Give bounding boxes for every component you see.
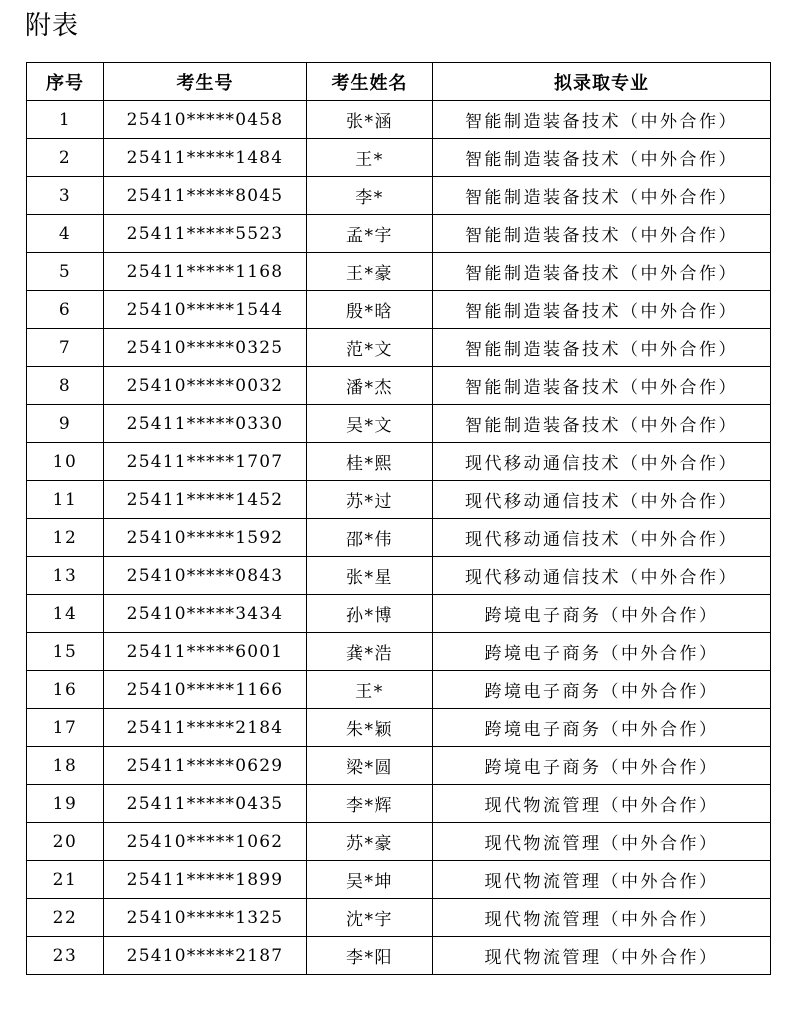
cell-major: 智能制造装备技术（中外合作）: [433, 291, 771, 329]
cell-major: 智能制造装备技术（中外合作）: [433, 367, 771, 405]
cell-index: 21: [27, 861, 104, 899]
cell-candidate-name: 孙*博: [307, 595, 433, 633]
cell-index: 13: [27, 557, 104, 595]
table-row: [27, 823, 771, 861]
cell-candidate-name: 桂*熙: [307, 443, 433, 481]
cell-candidate-name: 苏*过: [307, 481, 433, 519]
cell-candidate-id: 25410*****1544: [104, 291, 307, 329]
table-row: [27, 215, 771, 253]
cell-index: 18: [27, 747, 104, 785]
table-row: [27, 291, 771, 329]
cell-candidate-id: 25411*****0629: [104, 747, 307, 785]
page-title: 附表: [25, 11, 80, 41]
cell-major: 现代移动通信技术（中外合作）: [433, 519, 771, 557]
cell-major: 跨境电子商务（中外合作）: [433, 747, 771, 785]
header-major: 拟录取专业: [433, 63, 771, 101]
cell-major: 现代移动通信技术（中外合作）: [433, 481, 771, 519]
cell-candidate-id: 25410*****0325: [104, 329, 307, 367]
cell-major: 智能制造装备技术（中外合作）: [433, 215, 771, 253]
table-row: [27, 785, 771, 823]
cell-major: 智能制造装备技术（中外合作）: [433, 329, 771, 367]
table-row: [27, 519, 771, 557]
cell-major: 跨境电子商务（中外合作）: [433, 595, 771, 633]
cell-candidate-name: 梁*圆: [307, 747, 433, 785]
cell-candidate-name: 李*辉: [307, 785, 433, 823]
cell-index: 20: [27, 823, 104, 861]
cell-candidate-name: 李*: [307, 177, 433, 215]
cell-candidate-name: 范*文: [307, 329, 433, 367]
cell-major: 跨境电子商务（中外合作）: [433, 671, 771, 709]
cell-index: 3: [27, 177, 104, 215]
cell-candidate-name: 李*阳: [307, 937, 433, 975]
table-row: [27, 177, 771, 215]
cell-candidate-name: 吴*坤: [307, 861, 433, 899]
cell-index: 16: [27, 671, 104, 709]
cell-index: 10: [27, 443, 104, 481]
cell-candidate-id: 25411*****8045: [104, 177, 307, 215]
cell-candidate-id: 25410*****0032: [104, 367, 307, 405]
cell-candidate-name: 苏*豪: [307, 823, 433, 861]
table-row: [27, 899, 771, 937]
header-index: 序号: [27, 63, 104, 101]
table-row: [27, 367, 771, 405]
table-row: [27, 443, 771, 481]
cell-candidate-id: 25410*****0843: [104, 557, 307, 595]
table-row: [27, 937, 771, 975]
cell-candidate-name: 王*: [307, 139, 433, 177]
admission-table: [26, 62, 771, 975]
cell-candidate-id: 25411*****6001: [104, 633, 307, 671]
cell-candidate-id: 25411*****2184: [104, 709, 307, 747]
cell-major: 跨境电子商务（中外合作）: [433, 633, 771, 671]
table-row: [27, 101, 771, 139]
cell-candidate-name: 王*: [307, 671, 433, 709]
cell-index: 1: [27, 101, 104, 139]
table-header-row: [27, 63, 771, 101]
cell-index: 2: [27, 139, 104, 177]
cell-index: 6: [27, 291, 104, 329]
cell-candidate-name: 张*星: [307, 557, 433, 595]
table-body: [27, 101, 771, 975]
cell-index: 14: [27, 595, 104, 633]
cell-candidate-name: 潘*杰: [307, 367, 433, 405]
cell-candidate-name: 沈*宇: [307, 899, 433, 937]
cell-major: 智能制造装备技术（中外合作）: [433, 405, 771, 443]
cell-candidate-name: 殷*晗: [307, 291, 433, 329]
cell-major: 智能制造装备技术（中外合作）: [433, 139, 771, 177]
cell-candidate-id: 25410*****2187: [104, 937, 307, 975]
cell-candidate-name: 张*涵: [307, 101, 433, 139]
table-row: [27, 671, 771, 709]
cell-index: 11: [27, 481, 104, 519]
cell-candidate-id: 25410*****1062: [104, 823, 307, 861]
table-row: [27, 329, 771, 367]
table-row: [27, 861, 771, 899]
cell-candidate-id: 25411*****5523: [104, 215, 307, 253]
cell-major: 现代移动通信技术（中外合作）: [433, 443, 771, 481]
table-row: [27, 253, 771, 291]
cell-index: 4: [27, 215, 104, 253]
cell-index: 17: [27, 709, 104, 747]
cell-candidate-name: 王*豪: [307, 253, 433, 291]
cell-candidate-name: 龚*浩: [307, 633, 433, 671]
cell-index: 12: [27, 519, 104, 557]
table-row: [27, 405, 771, 443]
cell-major: 智能制造装备技术（中外合作）: [433, 101, 771, 139]
cell-candidate-id: 25411*****0330: [104, 405, 307, 443]
cell-major: 现代物流管理（中外合作）: [433, 899, 771, 937]
cell-candidate-name: 邵*伟: [307, 519, 433, 557]
cell-candidate-id: 25411*****1899: [104, 861, 307, 899]
cell-candidate-id: 25410*****1592: [104, 519, 307, 557]
header-candidate-id: 考生号: [104, 63, 307, 101]
cell-candidate-id: 25411*****1168: [104, 253, 307, 291]
cell-candidate-id: 25410*****1166: [104, 671, 307, 709]
cell-index: 15: [27, 633, 104, 671]
cell-major: 现代物流管理（中外合作）: [433, 785, 771, 823]
table-row: [27, 633, 771, 671]
cell-candidate-id: 25410*****1325: [104, 899, 307, 937]
table-row: [27, 595, 771, 633]
cell-index: 5: [27, 253, 104, 291]
table-row: [27, 481, 771, 519]
cell-major: 智能制造装备技术（中外合作）: [433, 253, 771, 291]
cell-candidate-id: 25411*****0435: [104, 785, 307, 823]
cell-candidate-id: 25410*****0458: [104, 101, 307, 139]
header-candidate-name: 考生姓名: [307, 63, 433, 101]
cell-index: 8: [27, 367, 104, 405]
cell-major: 现代移动通信技术（中外合作）: [433, 557, 771, 595]
cell-index: 7: [27, 329, 104, 367]
cell-candidate-name: 吴*文: [307, 405, 433, 443]
cell-major: 智能制造装备技术（中外合作）: [433, 177, 771, 215]
cell-major: 现代物流管理（中外合作）: [433, 861, 771, 899]
cell-major: 现代物流管理（中外合作）: [433, 937, 771, 975]
cell-candidate-name: 孟*宇: [307, 215, 433, 253]
cell-index: 22: [27, 899, 104, 937]
cell-major: 现代物流管理（中外合作）: [433, 823, 771, 861]
cell-major: 跨境电子商务（中外合作）: [433, 709, 771, 747]
cell-candidate-id: 25411*****1452: [104, 481, 307, 519]
cell-index: 23: [27, 937, 104, 975]
cell-candidate-name: 朱*颖: [307, 709, 433, 747]
cell-index: 9: [27, 405, 104, 443]
table-row: [27, 709, 771, 747]
table-row: [27, 139, 771, 177]
table-row: [27, 747, 771, 785]
cell-candidate-id: 25411*****1707: [104, 443, 307, 481]
table-row: [27, 557, 771, 595]
cell-candidate-id: 25411*****1484: [104, 139, 307, 177]
cell-index: 19: [27, 785, 104, 823]
cell-candidate-id: 25410*****3434: [104, 595, 307, 633]
